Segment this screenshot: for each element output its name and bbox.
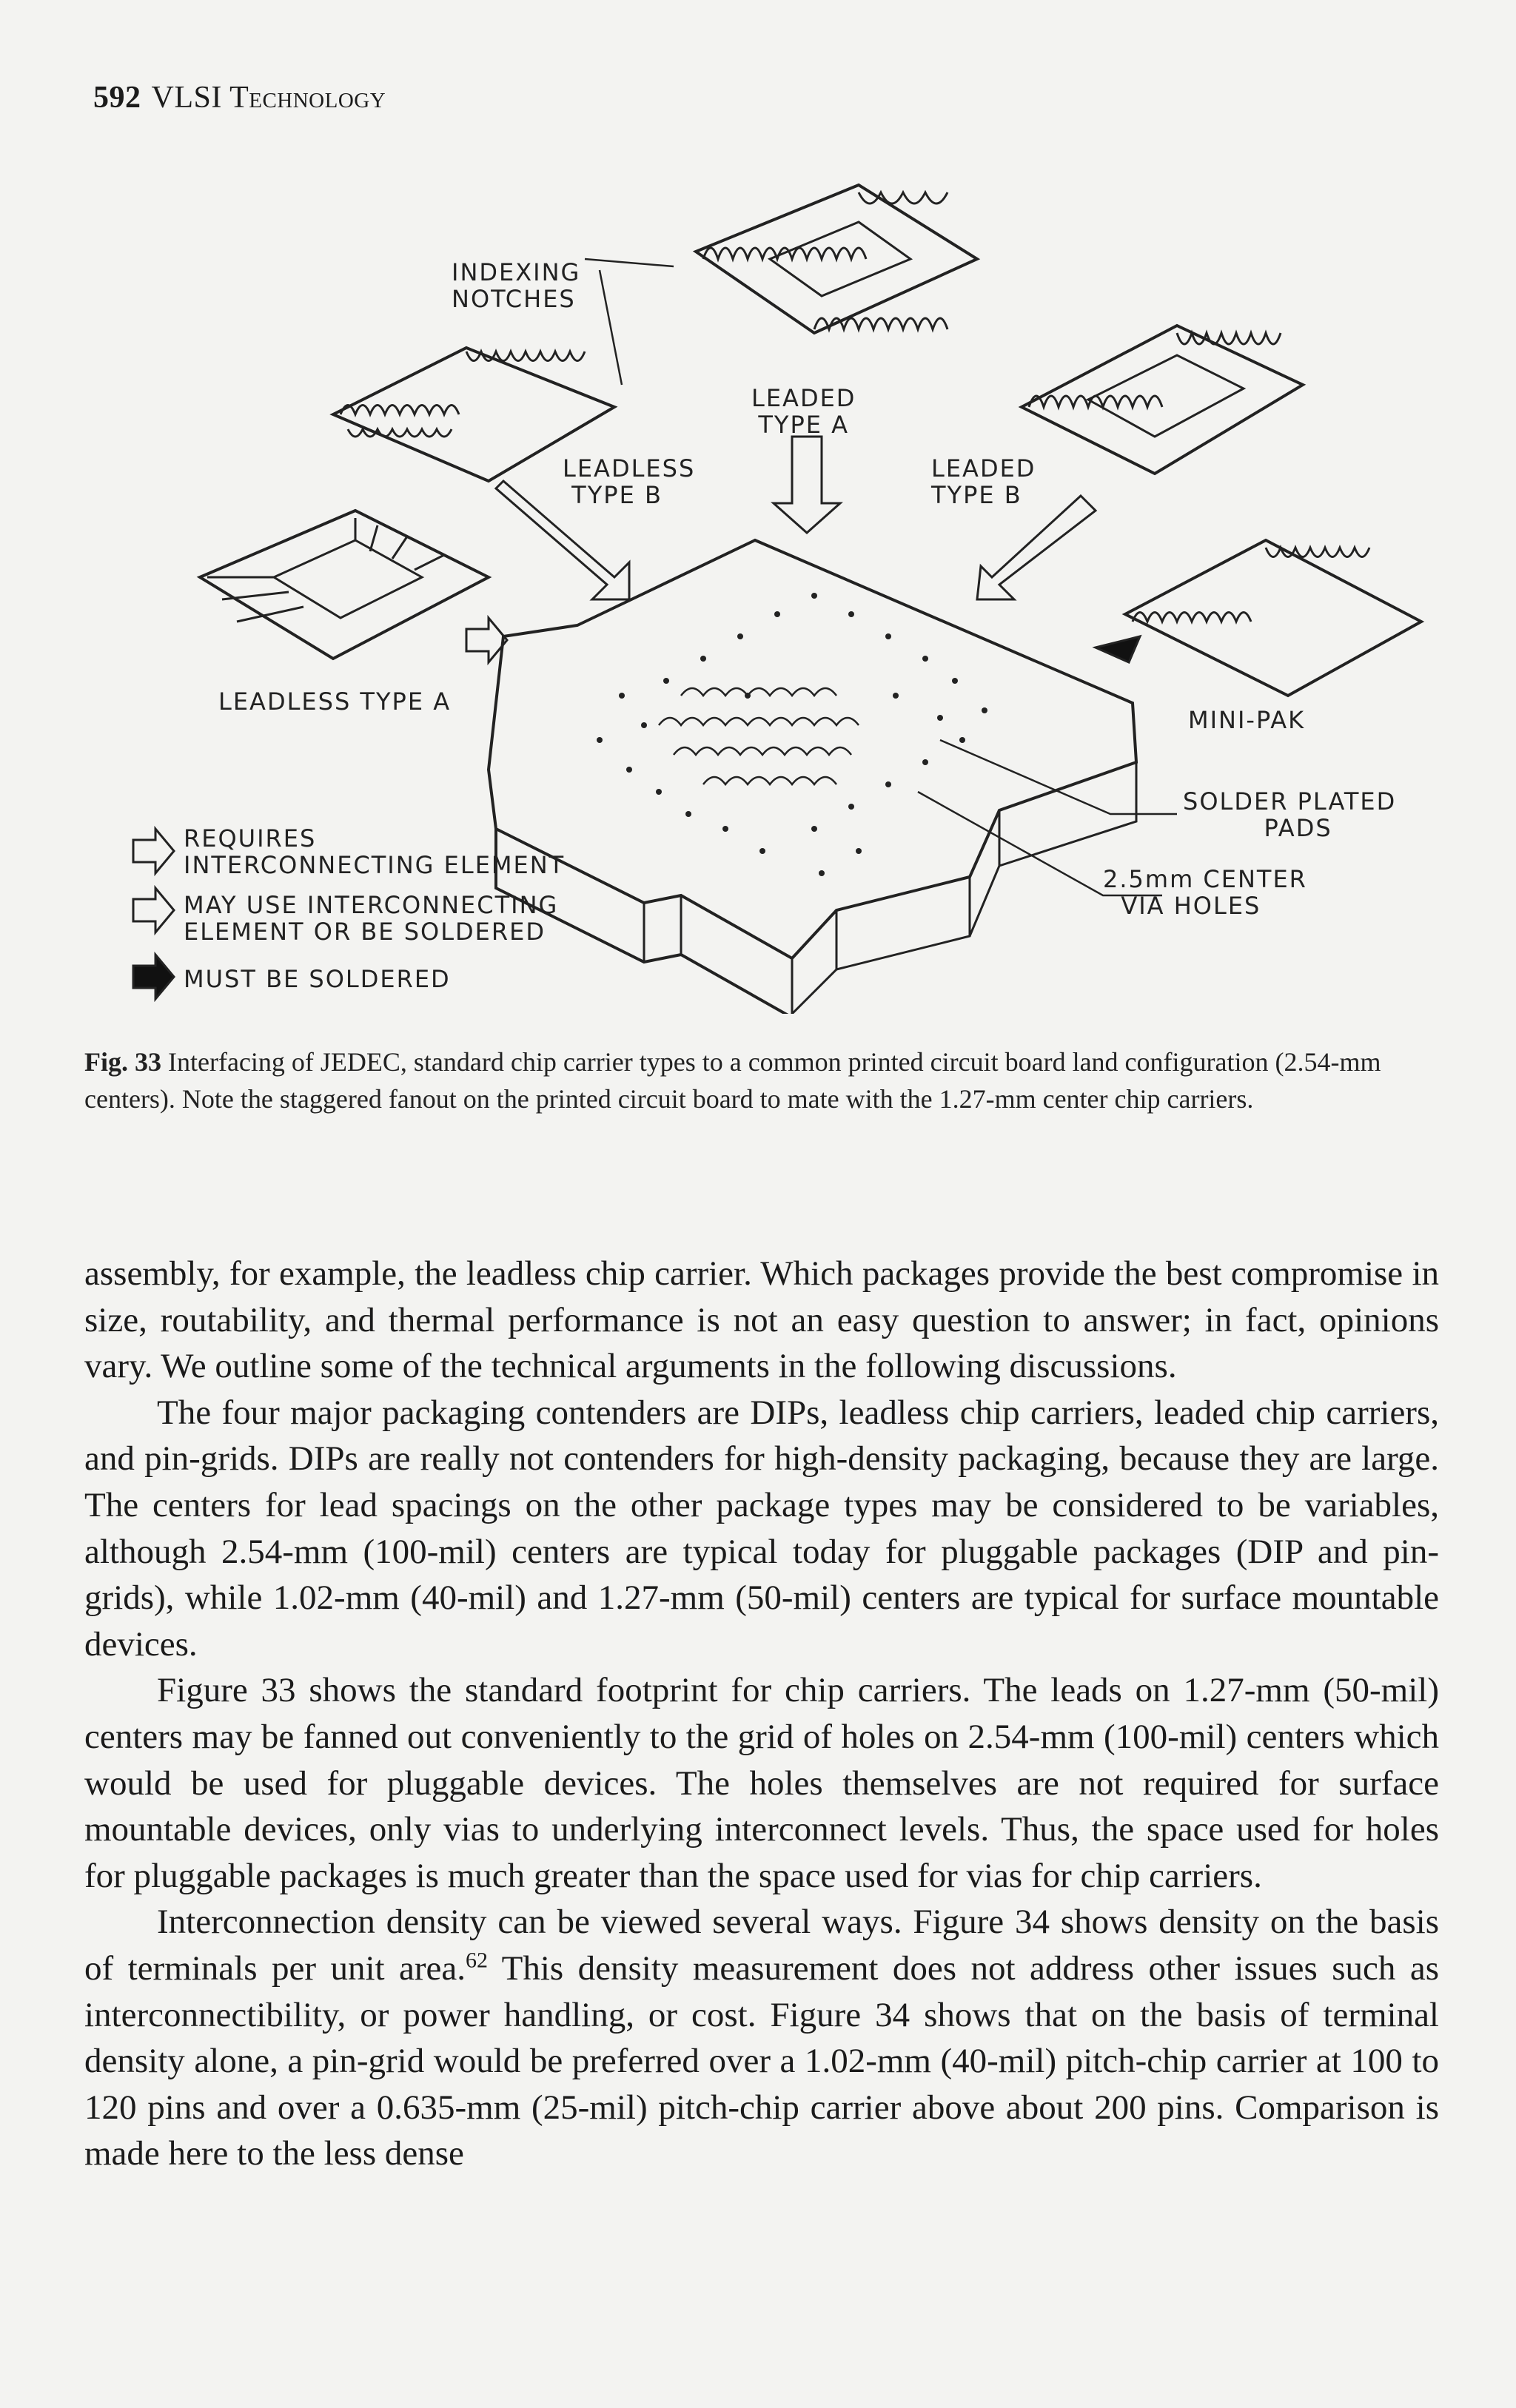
legend-must: MUST BE SOLDERED xyxy=(184,965,451,993)
leaded-type-a-package xyxy=(696,185,977,333)
legend-requires: REQUIRES INTERCONNECTING ELEMENT xyxy=(184,824,566,879)
label-leaded-type-b: LEADED TYPE B xyxy=(931,454,1036,509)
caption-text: Interfacing of JEDEC, standard chip carrier types to a common printed circuit board land configuration (2.54-mm centers). Note the staggered fanout on the printed circuit board to mate with the 1.27-mm center chip carriers. xyxy=(84,1047,1381,1114)
label-mini-pak: MINI-PAK xyxy=(1188,706,1306,734)
paragraph-1: assembly, for example, the leadless chip carrier. Which packages provide the best compromise in size, routability, and thermal performance is not an easy question to answer; in fact, opinions vary. We outline some of the technical arguments in the following discussions. xyxy=(84,1254,1439,1386)
figure-33 xyxy=(111,163,1443,1014)
leadless-type-a-package xyxy=(200,511,489,659)
leaded-type-b-package xyxy=(1022,326,1303,474)
solder-pads xyxy=(659,688,859,784)
mini-pak-package xyxy=(1125,540,1421,696)
leader-lines xyxy=(585,259,1177,895)
paragraph-4-part-2: This density measurement does not address other issues such as interconnectibility, or power handling, or cost. Figure 34 shows that on the basis of terminal density alone, a pin-grid would be preferred over a 1.02-mm (40-mil) pitch-chip carrier at 100 to 120 pins and over a 0.635-mm (25-mil) pitch-chip carrier above about 200 pins. Comparison is made here to the less dense xyxy=(84,1948,1439,2173)
page-number: 592 xyxy=(93,81,141,115)
label-solder-plated-pads: SOLDER PLATED PADS xyxy=(1183,787,1397,842)
label-leaded-type-a: LEADED TYPE A xyxy=(751,384,856,439)
label-leadless-type-a: LEADLESS TYPE A xyxy=(218,687,452,716)
label-indexing-notches: INDEXING NOTCHES xyxy=(452,258,581,313)
pcb-board xyxy=(489,540,1136,1014)
legend-may-use: MAY USE INTERCONNECTING ELEMENT OR BE SOLDERED xyxy=(184,891,559,946)
reference-62: 62 xyxy=(466,1948,489,1973)
caption-label: Fig. 33 xyxy=(84,1047,161,1077)
paragraph-2: The four major packaging contenders are DIPs, leadless chip carriers, leaded chip carriers, and pin-grids. DIPs are really not contenders for high-density packaging, because they are large. The centers for lead spacings on the other package types may be considered to be variables, although 2.54-mm (100-mil) centers are typical today for pluggable packages (DIP and pin-grids), while 1.02-mm (40-mil) and 1.27-mm (50-mil) centers are typical for surface mountable devices. xyxy=(84,1393,1439,1664)
paragraph-4 xyxy=(84,1899,1439,2177)
label-leadless-type-b: LEADLESS TYPE B xyxy=(563,454,696,509)
running-title: VLSI Technology xyxy=(151,81,386,115)
body-text xyxy=(84,1251,1439,2177)
figure-caption xyxy=(84,1043,1439,1117)
paragraph-3: Figure 33 shows the standard footprint for chip carriers. The leads on 1.27-mm (50-mil) centers may be fanned out conveniently to the grid of holes on 2.54-mm (100-mil) centers which would be used for pluggable devices. The holes themselves are not required for surface mountable devices, only vias to underlying interconnect levels. Thus, the space used for holes for pluggable packages is much greater than the space used for vias for chip carriers. xyxy=(84,1671,1439,1895)
paragraph-4-part-1: Interconnection density can be viewed several ways. Figure 34 shows density on the basis of terminals per unit area. xyxy=(84,1903,1439,1988)
via-holes xyxy=(597,593,987,876)
legend-icons xyxy=(133,829,174,999)
label-via-holes: 2.5mm CENTER VIA HOLES xyxy=(1103,865,1307,920)
running-header xyxy=(93,80,386,115)
